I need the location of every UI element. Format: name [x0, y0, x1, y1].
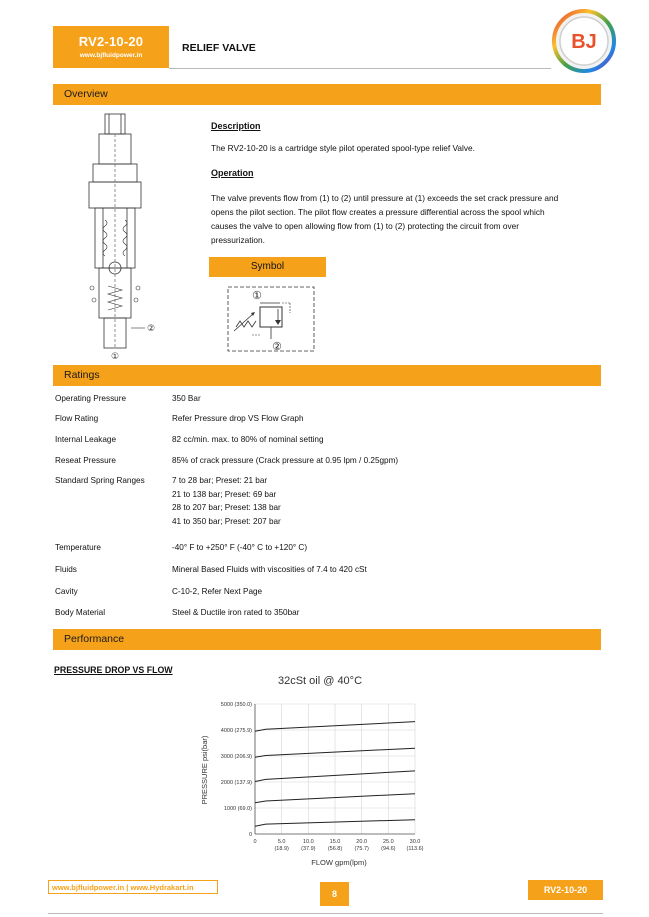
product-code: RV2-10-20 [78, 34, 144, 49]
rating-value-temperature: -40° F to +250° F (-40° C to +120° C) [172, 543, 308, 552]
rating-value-reseat-pressure: 85% of crack pressure (Crack pressure at 0.95 lpm / 0.25gpm) [172, 456, 399, 465]
footer-divider [48, 913, 603, 914]
x-tick-sublabel-3: (56.8) [327, 846, 343, 852]
rating-value-operating-pressure: 350 Bar [172, 394, 201, 403]
page-title: RELIEF VALVE [182, 42, 256, 54]
rating-label-cavity: Cavity [55, 587, 78, 596]
x-tick-label-4: 20.0 [356, 839, 368, 845]
y-tick-label-5: 5000 (350.0) [220, 702, 252, 708]
chart-y-axis-label: PRESSURE psi(bar) [200, 735, 209, 805]
operation-heading: Operation [211, 168, 254, 178]
x-tick-sublabel-5: (94.6) [381, 846, 396, 852]
bj-logo [551, 8, 617, 74]
rating-label-spring-ranges: Standard Spring Ranges [55, 476, 145, 485]
chart-x-axis-label: FLOW gpm(lpm) [311, 858, 367, 867]
operation-line-4: pressurization. [211, 235, 265, 245]
logo-text: BJ [571, 31, 597, 53]
description-heading: Description [211, 121, 261, 131]
y-tick-label-3: 3000 (206.9) [220, 754, 252, 760]
rating-label-operating-pressure: Operating Pressure [55, 394, 126, 403]
rating-label-reseat-pressure: Reseat Pressure [55, 456, 116, 465]
rating-value-cavity: C-10-2, Refer Next Page [172, 587, 263, 596]
symbol-port-2: ② [272, 340, 282, 353]
x-tick-label-1: 5.0 [277, 839, 286, 845]
rating-value-spring-range-4: 41 to 350 bar; Preset: 207 bar [172, 517, 281, 526]
y-tick-label-1: 1000 (69.0) [223, 806, 252, 812]
relief-valve-symbol [222, 283, 320, 357]
x-tick-label-0: 0 [253, 839, 257, 845]
header-divider [169, 68, 551, 69]
footer-product-code: RV2-10-20 [528, 880, 603, 900]
chart-title: 32cSt oil @ 40°C [277, 675, 363, 687]
performance-heading: Performance [64, 633, 125, 645]
x-tick-label-2: 10.0 [302, 839, 314, 845]
symbol-port-1: ① [252, 289, 262, 302]
x-tick-label-6: 30.0 [409, 839, 421, 845]
rating-value-flow-rating: Refer Pressure drop VS Flow Graph [172, 414, 304, 423]
overview-section-bar [53, 84, 601, 105]
ratings-heading: Ratings [64, 369, 100, 381]
performance-section-bar [53, 629, 601, 650]
x-tick-sublabel-2: (37.9) [301, 846, 316, 852]
chart-ticks [221, 702, 424, 852]
rating-value-spring-range-2: 21 to 138 bar; Preset: 69 bar [172, 490, 277, 499]
rating-value-internal-leakage: 82 cc/min. max. to 80% of nominal setting [172, 435, 324, 444]
rating-value-spring-range-3: 28 to 207 bar; Preset: 138 bar [172, 503, 281, 512]
chart-grid [255, 704, 415, 834]
footer-page-number: 8 [320, 882, 349, 906]
drawing-port-2-label: ② [147, 324, 156, 334]
header-website[interactable]: www.bjfluidpower.in [79, 52, 143, 59]
rating-label-fluids: Fluids [55, 565, 77, 574]
x-tick-sublabel-1: (18.9) [274, 846, 289, 852]
product-code-box [53, 26, 169, 68]
x-tick-sublabel-6: (113.6) [406, 846, 424, 852]
x-tick-label-3: 15.0 [329, 839, 341, 845]
rating-value-body-material: Steel & Ductile iron rated to 350bar [172, 608, 300, 617]
rating-label-temperature: Temperature [55, 543, 101, 552]
overview-heading: Overview [64, 88, 108, 100]
drawing-port-1-label: ① [111, 352, 120, 362]
rating-label-body-material: Body Material [55, 608, 106, 617]
rating-value-fluids: Mineral Based Fluids with viscosities of 7.4 to 420 cSt [172, 565, 367, 574]
operation-line-2: opens the pilot section. The pilot flow creates a pressure differential across the spool which [211, 207, 545, 217]
symbol-heading: Symbol [209, 257, 326, 277]
description-text: The RV2-10-20 is a cartridge style pilot operated spool-type relief Valve. [211, 143, 475, 153]
operation-line-1: The valve prevents flow from (1) to (2) until pressure at (1) exceeds the set crack pressure and [211, 193, 559, 203]
rating-value-spring-range-1: 7 to 28 bar; Preset: 21 bar [172, 476, 268, 485]
y-tick-label-0: 0 [248, 832, 252, 838]
rating-label-flow-rating: Flow Rating [55, 414, 99, 423]
pressure-drop-graph-title: PRESSURE DROP VS FLOW [54, 665, 173, 675]
x-tick-label-5: 25.0 [382, 839, 394, 845]
operation-line-3: causes the valve to open allowing flow from (1) to (2) protecting the circuit from over [211, 221, 520, 231]
x-tick-sublabel-4: (75.7) [354, 846, 369, 852]
pressure-flow-chart [195, 668, 435, 874]
y-tick-label-2: 2000 (137.9) [220, 780, 252, 786]
rating-label-internal-leakage: Internal Leakage [55, 435, 116, 444]
y-tick-label-4: 4000 (275.9) [220, 728, 252, 734]
valve-cross-section-drawing [75, 110, 165, 362]
footer-links[interactable]: www.bjfluidpower.in | www.Hydrakart.in [48, 880, 218, 894]
ratings-section-bar [53, 365, 601, 386]
